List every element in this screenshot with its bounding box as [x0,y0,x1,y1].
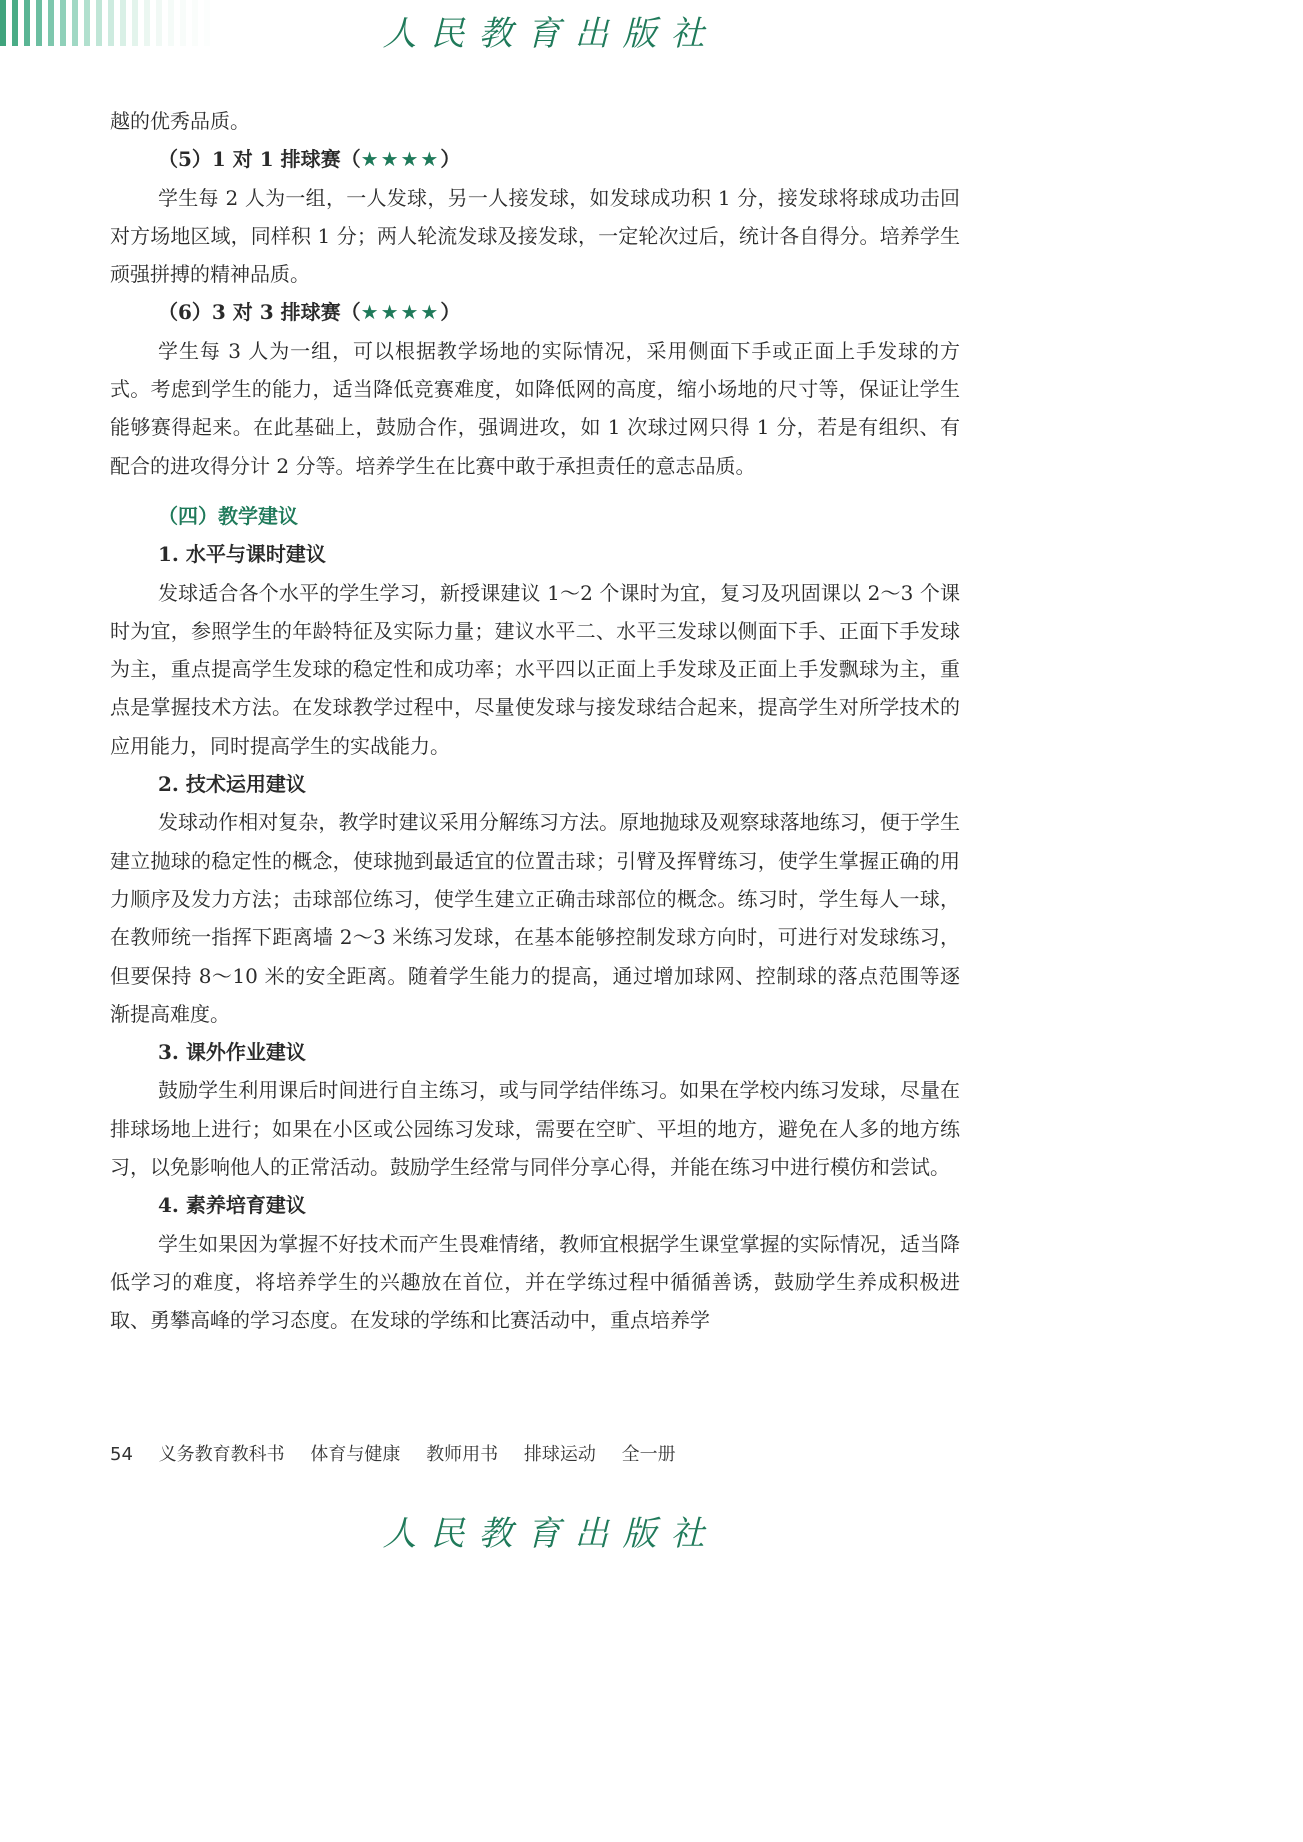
difficulty-stars: ★★★★ [360,147,441,172]
activity-6-text: 学生每 3 人为一组，可以根据教学场地的实际情况，采用侧面下手或正面上手发球的方式。考虑到学生的能力，适当降低竞赛难度，如降低网的高度，缩小场地的尺寸等，保证让学生能够赛得起来。在此基础上，鼓励合作，强调进攻，如 1 次球过网只得 1 分，若是有组织、有配合的进攻得分计 2 分等。培养学生在比赛中敢于承担责任的意志品质。 [110,338,960,478]
paragraph-continued: 越的优秀品质。 [110,109,250,133]
book-series: 义务教育教科书 [158,1444,285,1465]
publisher-logo-top: 人民教育出版社 [382,14,719,54]
subsection-3-heading: 3. 课外作业建议 [158,1040,306,1065]
section-heading: （四）教学建议 [158,503,298,528]
page-footer [110,1440,690,1466]
activity-6-heading: （6）3 对 3 排球赛（★★★★） [158,300,461,325]
subsection-4-heading: 4. 素养培育建议 [158,1193,306,1218]
book-volume: 全一册 [621,1444,676,1465]
page-number: 54 [110,1444,133,1465]
book-subject: 体育与健康 [310,1444,401,1465]
subsection-2-heading: 2. 技术运用建议 [158,772,306,797]
page-content [110,102,960,1340]
subsection-3-text: 鼓励学生利用课后时间进行自主练习，或与同学结伴练习。如果在学校内练习发球，尽量在排球场地上进行；如果在小区或公园练习发球，需要在空旷、平坦的地方，避免在人多的地方练习，以免影响他人的正常活动。鼓励学生经常与同伴分享心得，并能在练习中进行模仿和尝试。 [110,1078,960,1180]
activity-5-text: 学生每 2 人为一组，一人发球，另一人接发球，如发球成功积 1 分，接发球将球成功击回对方场地区域，同样积 1 分；两人轮流发球及接发球，一定轮次过后，统计各自得分。培养学生顽强拼搏的精神品质。 [110,185,960,287]
publisher-logo-bottom: 人民教育出版社 [382,1514,719,1554]
subsection-1-text: 发球适合各个水平的学生学习，新授课建议 1～2 个课时为宜，复习及巩固课以 2～3 个课时为宜，参照学生的年龄特征及实际力量；建议水平二、水平三发球以侧面下手、正面下手发球为主，重点提高学生发球的稳定性和成功率；水平四以正面上手发球及正面上手发飘球为主，重点是掌握技术方法。在发球教学过程中，尽量使发球与接发球结合起来，提高学生对所学技术的应用能力，同时提高学生的实战能力。 [110,580,960,758]
activity-5-heading: （5）1 对 1 排球赛（★★★★） [158,147,461,172]
subsection-4-text: 学生如果因为掌握不好技术而产生畏难情绪，教师宜根据学生课堂掌握的实际情况，适当降低学习的难度，将培养学生的兴趣放在首位，并在学练过程中循循善诱，鼓励学生养成积极进取、勇攀高峰的学习态度。在发球的学练和比赛活动中，重点培养学 [110,1231,960,1333]
book-topic: 排球运动 [523,1444,596,1465]
difficulty-stars: ★★★★ [360,300,441,325]
subsection-1-heading: 1. 水平与课时建议 [158,542,326,567]
book-type: 教师用书 [426,1444,499,1465]
subsection-2-text: 发球动作相对复杂，教学时建议采用分解练习方法。原地抛球及观察球落地练习，便于学生建立抛球的稳定性的概念，使球抛到最适宜的位置击球；引臂及挥臂练习，使学生掌握正确的用力顺序及发力方法；击球部位练习，使学生建立正确击球部位的概念。练习时，学生每人一球，在教师统一指挥下距离墙 2～3 米练习发球，在基本能够控制发球方向时，可进行对发球练习，但要保持 8～10 米的安全距离。随着学生能力的提高，通过增加球网、控制球的落点范围等逐渐提高难度。 [110,810,960,1026]
